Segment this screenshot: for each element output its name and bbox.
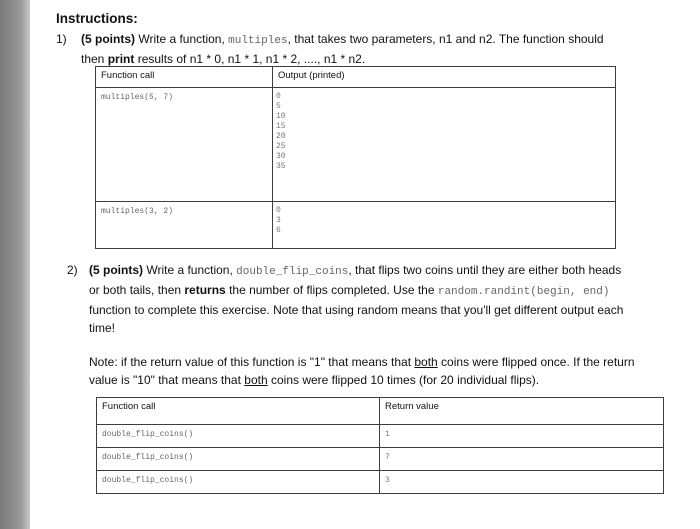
question-2-points: (5 points) — [89, 263, 143, 277]
output-line: 0 — [276, 92, 281, 101]
table-row — [97, 448, 664, 471]
multiples-table — [95, 66, 616, 249]
function-name-double-flip-coins: double_flip_coins — [236, 266, 349, 278]
question-2 — [67, 261, 697, 389]
table-row — [96, 88, 616, 202]
output-cell — [273, 88, 616, 202]
question-1-points: (5 points) — [81, 32, 135, 46]
question-1-number: 1) — [56, 32, 67, 46]
table-row — [96, 202, 616, 249]
note-line-2: value is "10" that means that both coins were flipped 10 times (for 20 individual flips). — [89, 373, 540, 387]
question-1-line-2: then print results of n1 * 0, n1 * 1, n1 * 2, ...., n1 * n2. — [81, 52, 366, 66]
return-value-cell: 7 — [380, 448, 664, 471]
question-1-line-1: (5 points) Write a function, multiples, that takes two parameters, n1 and n2. The function should — [81, 32, 604, 47]
function-call-cell: double_flip_coins() — [97, 471, 380, 494]
function-call-cell: double_flip_coins() — [97, 448, 380, 471]
left-margin-shadow — [0, 0, 30, 529]
randint-code: random.randint(begin, end) — [437, 286, 610, 298]
output-line: 3 — [276, 216, 281, 225]
header-return-value: Return value — [380, 398, 664, 425]
double-flip-coins-table — [96, 397, 664, 494]
function-call-cell: double_flip_coins() — [97, 425, 380, 448]
output-line: 30 — [276, 152, 286, 161]
output-line: 25 — [276, 142, 286, 151]
output-line: 0 — [276, 206, 281, 215]
output-line: 10 — [276, 112, 286, 121]
question-2-line-2: or both tails, then returns the number of flips completed. Use the random.randint(begin, end) — [89, 283, 610, 298]
table-header-row — [97, 398, 664, 425]
output-line: 20 — [276, 132, 286, 141]
note-line-1: Note: if the return value of this function is "1" that means that both coins were flipped once. If the return — [89, 355, 635, 369]
header-function-call: Function call — [97, 398, 380, 425]
function-name-multiples: multiples — [228, 35, 288, 47]
instructions-heading: Instructions: — [56, 11, 138, 26]
output-line: 5 — [276, 102, 281, 111]
table-row — [97, 471, 664, 494]
question-2-line-4: time! — [89, 321, 116, 335]
question-2-line-3: function to complete this exercise. Note that using random means that you'll get different output each — [89, 303, 624, 317]
output-line: 15 — [276, 122, 286, 131]
document-page — [30, 0, 700, 529]
output-line: 35 — [276, 162, 286, 171]
output-cell — [273, 202, 616, 249]
function-call-cell: multiples(5, 7) — [96, 88, 273, 202]
question-1 — [56, 30, 686, 68]
header-output: Output (printed) — [273, 67, 616, 88]
output-line: 6 — [276, 226, 281, 235]
table-row — [97, 425, 664, 448]
return-value-cell: 1 — [380, 425, 664, 448]
return-value-cell: 3 — [380, 471, 664, 494]
table-header-row — [96, 67, 616, 88]
question-2-number: 2) — [67, 263, 78, 277]
function-call-cell: multiples(3, 2) — [96, 202, 273, 249]
header-function-call: Function call — [96, 67, 273, 88]
question-2-line-1: (5 points) Write a function, double_flip_coins, that flips two coins until they are either both heads — [89, 263, 622, 278]
